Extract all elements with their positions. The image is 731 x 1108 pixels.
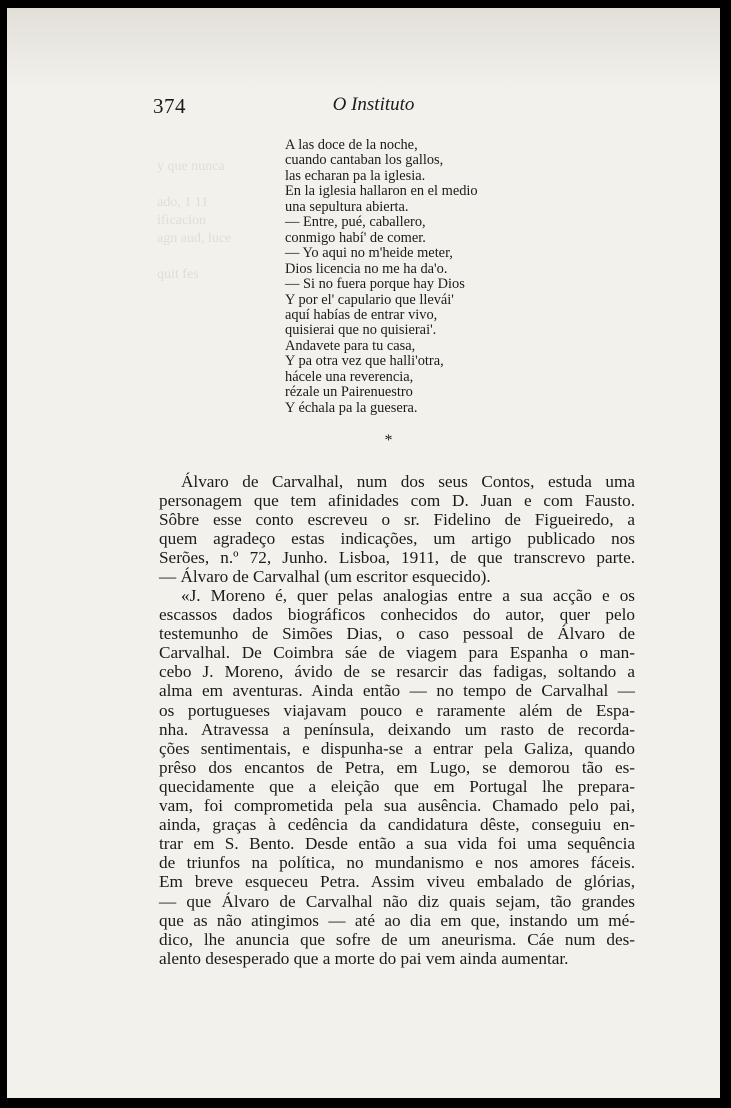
text-line: ainda, graças à cedência da candidatura dêste, conseguiu en- [159,815,635,835]
scan-shadow [7,8,720,88]
text-line: Álvaro de Carvalhal, num dos seus Contos, estuda uma [181,472,635,491]
paragraph-j-moreno-quote [159,586,635,968]
bleed-through-text: ado, 1 11 [157,195,209,210]
poem-line: Dios licencia no me ha da'o. [285,260,448,277]
poem-line: rézale un Pairenuestro [285,384,413,401]
text-line: cebo J. Moreno, ávido de se resarcir das fadigas, soltando a [159,662,635,682]
paragraph-carvalhal-intro [159,472,635,587]
text-line: Em breve esqueceu Petra. Assim viveu embalado de glórias, [159,872,635,892]
text-line: quem agradeço estas indicações, um artigo publicado nos [159,529,635,549]
text-line: — que Álvaro de Carvalhal não diz quais sejam, tão grandes [159,891,635,911]
text-line: quecidamente que a eleição que em Portugal lhe prepara- [159,776,635,796]
text-line: alma em aventuras. Ainda então — no tempo de Carvalhal — [159,681,635,701]
book-page [7,8,720,1098]
text-line: Serões, n.º 72, Junho. Lisboa, 1911, de que transcrevo parte. [159,548,635,568]
poem-block [285,138,478,416]
poem-line: Andavete para tu casa, [285,337,416,354]
poem-line: — Yo aqui no m'heide meter, [285,245,453,262]
text-line: personagem que tem afinidades com D. Juan e com Fausto. [159,491,635,511]
poem-line: Y échala pa la guesera. [285,399,418,416]
bleed-through-text: quit fes [157,267,199,282]
poem-line: — Si no fuera porque hay Dios [285,276,465,293]
text-line: Sôbre esse conto escreveu o sr. Fidelino de Figueiredo, a [159,510,635,530]
text-line: de triunfos na política, no mundanismo e nos amores fáceis. [159,853,635,873]
bleed-through-text: ificacion [157,213,206,228]
text-line: — Álvaro de Carvalhal (um escritor esquecido). [159,567,491,587]
text-line: os portugueses viajavam pouco e raramente além de Espa- [159,700,635,720]
text-line: prêso dos encantos de Petra, em Lugo, se demorou tão es- [159,757,635,777]
text-line: que as não atingimos — até ao dia em que, instando um mé- [159,910,635,930]
poem-line: — Entre, pué, caballero, [285,214,426,231]
text-line: alento desesperado que a morte do pai vem ainda aumentar. [159,948,569,968]
text-line: ções sentimentais, e dispunha-se a entrar pela Galiza, quando [159,738,635,758]
poem-line: Y pa otra vez que halli'otra, [285,353,444,370]
poem-line: cuando cantaban los gallos, [285,152,444,169]
scan-border [720,0,731,1108]
poem-line: conmigo habí' de comer. [285,229,426,246]
poem-line: hácele una reverencia, [285,368,414,385]
poem-line: las echaran pa la iglesia. [285,167,426,184]
text-line: «J. Moreno é, quer pelas analogias entre a sua acção e os [181,586,635,605]
text-line: escassos dados biográficos conhecidos do autor, quer pelo [159,605,635,625]
text-line: dico, lhe anuncia que sofre de um aneurisma. Cáe num des- [159,929,635,949]
running-head-title: O Instituto [332,94,415,115]
poem-line: En la iglesia hallaron en el medio [285,183,478,200]
text-line: testemunho de Simões Dias, o caso pessoal de Álvaro de [159,624,635,644]
text-line: nha. Atravessa a península, deixando um rasto de recorda- [159,719,635,739]
text-line: vam, foi comprometida pela sua ausência. Chamado pelo pai, [159,796,635,816]
bleed-through-text: y que nunca [157,159,225,174]
page-number: 374 [153,94,186,118]
poem-line: Y por el' capulario que llevái' [285,291,454,308]
text-line: Carvalhal. De Coimbra sáe de viagem para Espanha o man- [159,643,635,663]
poem-line: una sepultura abierta. [285,198,409,215]
poem-line: aquí habías de entrar vivo, [285,306,438,323]
bleed-through-text: agn aud, luce [157,231,232,246]
poem-line: A las doce de la noche, [285,137,418,153]
poem-line: quisierai que no quisierai'. [285,322,437,339]
section-separator: * [384,432,393,449]
text-line: trar em S. Bento. Desde então a sua vida foi uma sequência [159,834,635,854]
